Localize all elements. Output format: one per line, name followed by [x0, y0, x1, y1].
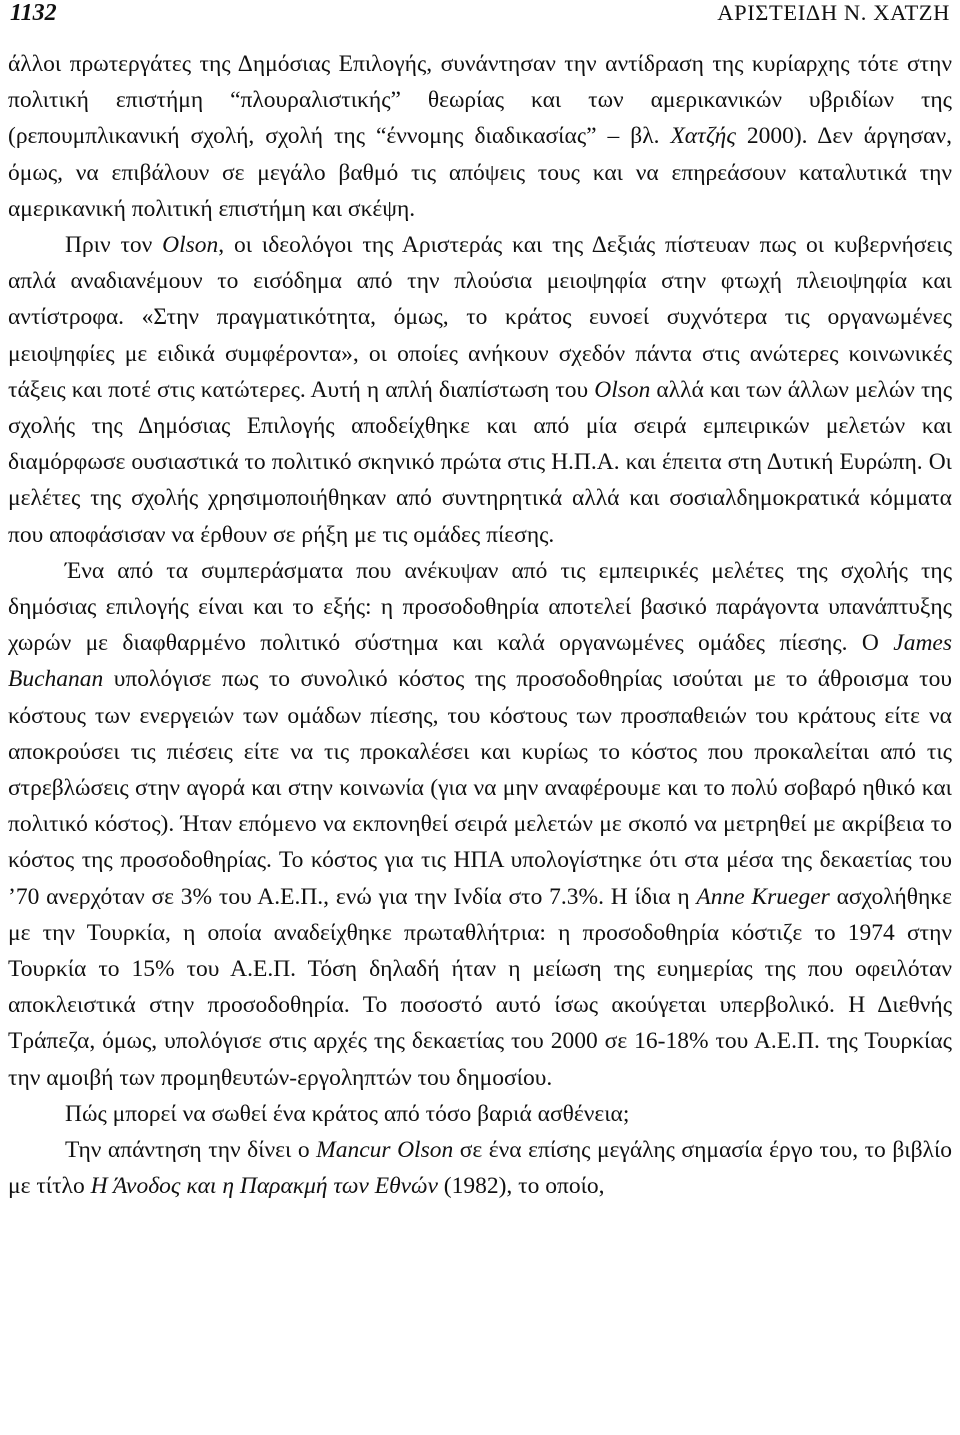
running-head: ΑΡΙΣΤΕΙΔΗ Ν. ΧΑΤΖΗ — [717, 0, 950, 25]
author-name: Anne Krueger — [696, 883, 830, 910]
page-number: 1132 — [10, 0, 57, 26]
text-run: σε ένα επίσης μεγάλης σημασία έργο του, το βιβλίο με τίτλο — [8, 1137, 953, 1200]
paragraph-1 — [8, 46, 952, 227]
text-run: άλλοι πρωτεργάτες της Δημόσιας Επιλογής, συνάντησαν την αντίδραση της κυρίαρχης τότε στην πολιτική επιστήμη “πλουραλιστικής” θεωρίας και των αμερικανικών υβριδίων της (ρεπουμπλικανική σχολή, σχολή της “έννομης διαδικασίας” – βλ. — [8, 51, 952, 150]
body-text — [0, 46, 960, 1205]
author-name: Olson — [162, 232, 219, 259]
page-header — [0, 0, 960, 26]
author-name: Olson — [594, 376, 651, 403]
paragraph-3 — [8, 553, 952, 1096]
text-run: ασχολήθηκε με την Τουρκία, η οποία αναδείχθηκε πρωταθλήτρια: η προσοδοθηρία κόστιζε το 1974 στην Τουρκία το 15% του Α.Ε.Π. Τόση δηλαδή ήταν η μείωση της ευημερίας της που οφειλόταν αποκλειστικά στην προσοδοθηρία. Το ποσοστό αυτό ίσως ακούγεται υπερβολικό. Η Διεθνής Τράπεζα, όμως, υπολόγισε στις αρχές της δεκαετίας του 2000 σε 16-18% του Α.Ε.Π. της Τουρκίας την αμοιβή των προμηθευτών-εργοληπτών του δημοσίου. — [8, 883, 952, 1091]
text-run: αλλά και των άλλων μελών της σχολής της Δημόσιας Επιλογής αποδείχθηκε και από μία σειρά εμπειρικών μελετών και διαμόρφωσε ουσιαστικά το πολιτικό σκηνικό πρώτα στις Η.Π.Α. και έπειτα στη Δυτική Ευρώπη. Οι μελέτες της σχολής χρησιμοποιήθηκαν από συντηρητικά αλλά και σοσιαλδημοκρατικά κόμματα που αποφάσισαν να έρθουν σε ρήξη με τις ομάδες πίεσης. — [8, 376, 952, 548]
book-title: Η Άνοδος και η Παρακμή των Εθνών — [90, 1173, 438, 1200]
text-run: Ένα από τα συμπεράσματα που ανέκυψαν από τις εμπειρικές μελέτες της σχολής της δημόσιας επιλογής είναι και το εξής: η προσοδοθηρία αποτελεί βασικό παράγοντα υπανάπτυξης χωρών με διαφθαρμένο πολιτικό σύστημα και καλά οργανωμένες ομάδες πίεσης. Ο — [8, 557, 952, 657]
cited-author: Χατζής — [670, 123, 736, 150]
paragraph-5 — [8, 1132, 952, 1204]
paragraph-4 — [8, 1096, 952, 1132]
text-run: Πώς μπορεί να σωθεί ένα κράτος από τόσο βαριά ασθένεια; — [65, 1100, 630, 1127]
paragraph-2 — [8, 227, 952, 553]
text-run: Πριν τον — [65, 232, 163, 259]
text-run: (1982), το οποίο, — [437, 1173, 605, 1200]
text-run: Την απάντηση την δίνει ο — [65, 1137, 317, 1164]
text-run: 2000). Δεν άργησαν, όμως, να επιβάλουν σε μεγάλο βαθμό τις απόψεις τους και να επηρεάσουν καταλυτικά την αμερικανική πολιτική επιστήμη και σκέψη. — [8, 123, 952, 222]
author-name: James Buchanan — [8, 630, 952, 693]
text-run: , οι ιδεολόγοι της Αριστεράς και της Δεξιάς πίστευαν πως οι κυβερνήσεις απλά αναδιανέμουν το εισόδημα από την πλούσια μειοψηφία στην φτωχή πλειοψηφία και αντίστροφα. «Στην πραγματικότητα, όμως, το κράτος ευνοεί συχνότερα τις οργανωμένες μειοψηφίες με ειδικά συμφέροντα», οι οποίες ανήκουν σχεδόν πάντα στις ανώτερες κοινωνικές τάξεις και ποτέ στις κατώτερες. Αυτή η απλή διαπίστωση του — [8, 232, 952, 403]
author-name: Mancur Olson — [316, 1137, 454, 1164]
text-run: υπολόγισε πως το συνολικό κόστος της προσοδοθηρίας ισούται με το άθροισμα του κόστους των ενεργειών των ομάδων πίεσης, του κόστους των προσπαθειών του κράτους είτε να αποκρούσει τις πιέσεις είτε να τις προκαλέσει και κυρίως το κόστος που προκαλείται από τις στρεβλώσεις στην αγορά και στην κοινωνία (για να μην αναφέρουμε και το πολύ σοβαρό ηθικό και πολιτικό κόστος). Ήταν επόμενο να εκπονηθεί σειρά μελετών με σκοπό να μετρηθεί με ακρίβεια το κόστος της προσοδοθηρίας. Το κόστος για τις ΗΠΑ υπολογίστηκε ότι στα μέσα της δεκαετίας του ’70 ανερχόταν σε 3% του Α.Ε.Π., ενώ για την Ινδία στο 7.3%. Η ίδια η — [8, 666, 952, 910]
